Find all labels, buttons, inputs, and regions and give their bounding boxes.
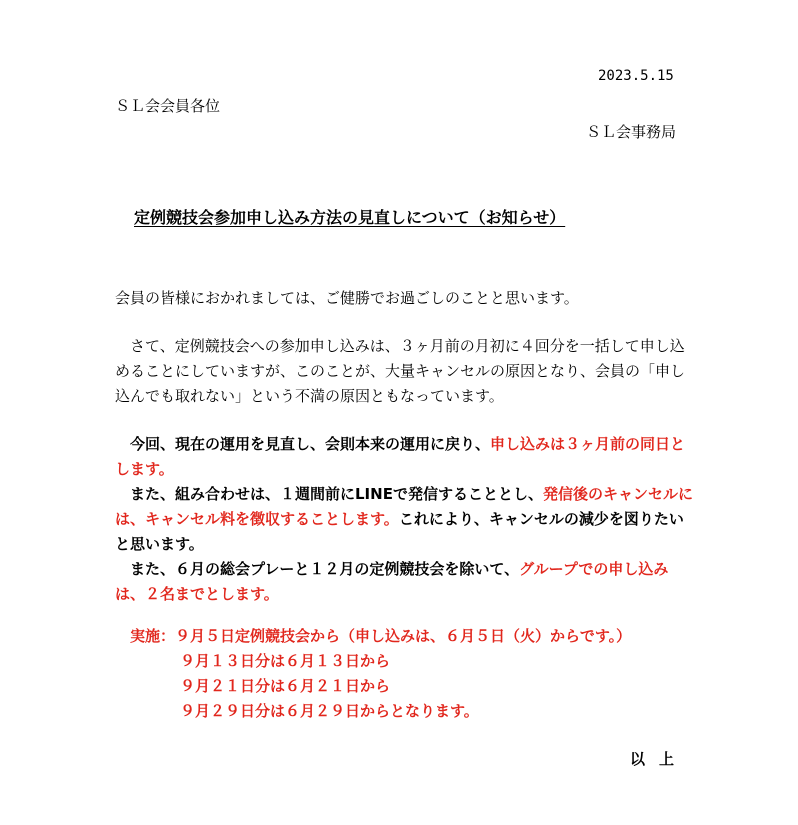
paragraph-cancellation-text-2: これにより、キャンセルの減少を図りたいと思います。 (115, 510, 684, 553)
paragraph-cancellation-highlight: 発信後のキャンセルには、キャンセル料を徴収することします。 (115, 485, 693, 528)
paragraph-new-rule-highlight: 申し込みは３ヶ月前の同日とします。 (115, 435, 686, 478)
implementation-first: ９月５日定例競技会から（申し込みは、６月５日（火）からです。） (175, 627, 632, 645)
implementation-label: 実施： (130, 627, 176, 645)
paragraph-new-rule (115, 432, 695, 482)
recipient-line: ＳＬ会会員各位 (115, 97, 221, 115)
implementation-schedule (130, 624, 631, 724)
paragraph-new-rule-text: 今回、現在の運用を見直し、会則本来の運用に戻り、 (115, 435, 491, 453)
schedule-line: ９月２９日分は６月２９日からとなります。 (180, 702, 479, 720)
paragraph-cancellation-text-1: また、組み合わせは、１週間前にLINEで発信することとし、 (115, 485, 543, 503)
schedule-line: ９月２１日分は６月２１日から (180, 677, 391, 695)
greeting-paragraph: 会員の皆様におかれましては、ご健勝でお過ごしのことと思います。 (115, 289, 579, 307)
schedule-line: ９月１３日分は６月１３日から (180, 652, 391, 670)
implementation-first-line (130, 624, 631, 649)
paragraph-group-limit-highlight: グループでの申し込みは、２名までとします。 (115, 560, 669, 603)
document-title: 定例競技会参加申し込み方法の見直しについて（お知らせ） (134, 208, 566, 227)
paragraph-background: さて、定例競技会への参加申し込みは、３ヶ月前の月初に４回分を一括して申し込めることにしていますが、このことが、大量キャンセルの原因となり、会員の「申し込んでも取れない」という不満の原因ともなっています。 (115, 337, 686, 405)
closing-mark: 以上 (630, 750, 689, 768)
paragraph-group-limit-text: また、６月の総会プレーと１２月の定例競技会を除いて、 (115, 560, 520, 578)
document-date: 2023.5.15 (598, 68, 674, 84)
sender-line: ＳＬ会事務局 (585, 123, 676, 141)
paragraph-cancellation (115, 482, 695, 557)
paragraph-group-limit (115, 557, 695, 607)
